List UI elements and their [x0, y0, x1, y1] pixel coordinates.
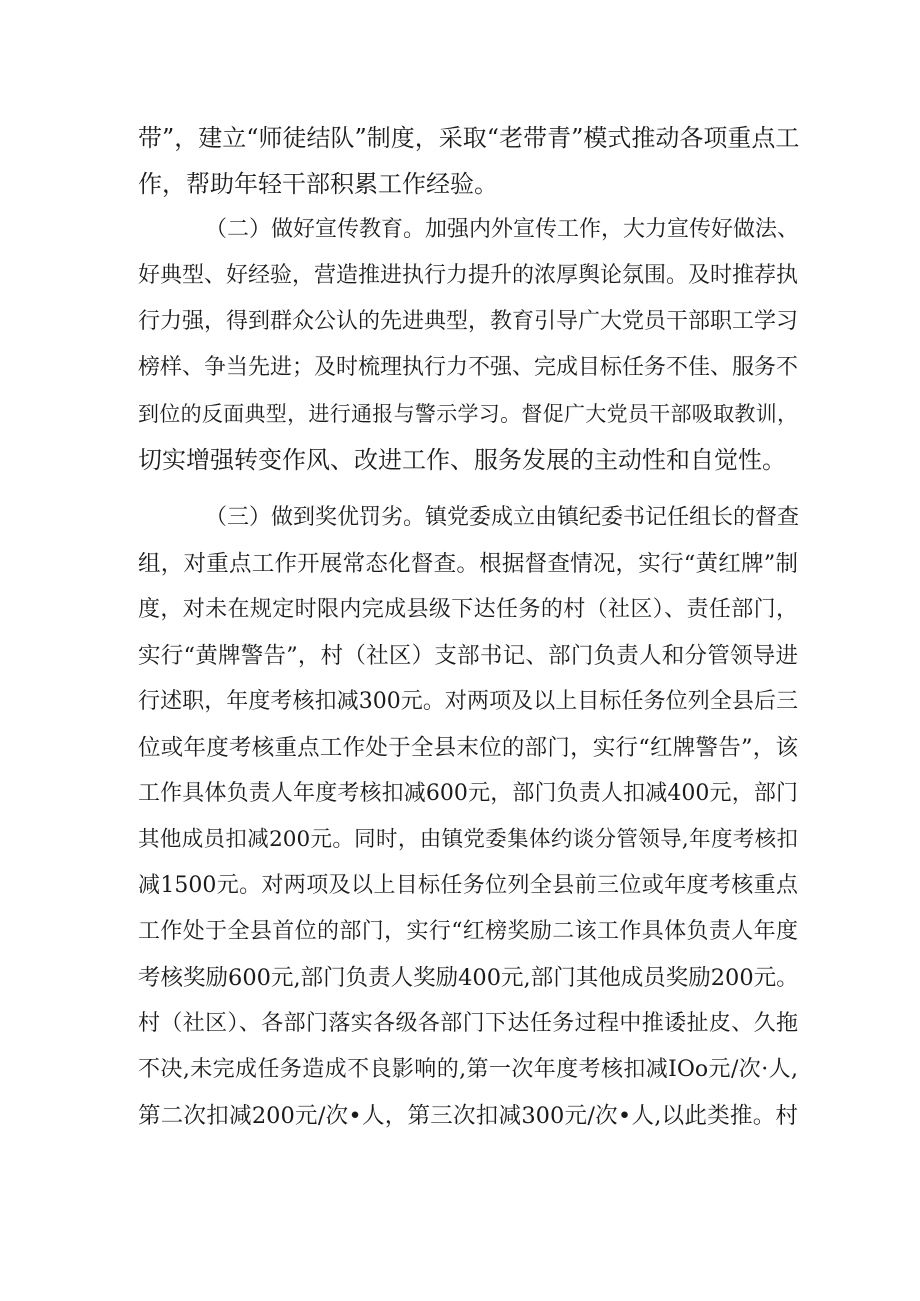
text-line-17: 减1500元。对两项及以上目标任务位列全县前三位或年度考核重点: [138, 873, 798, 898]
text-line-10: 组，对重点工作开展常态化督查。根据督查情况，实行“黄红牌”制: [138, 551, 798, 577]
text-line-8: 切实增强转变作风、改进工作、服务发展的主动性和自觉性。: [138, 446, 786, 474]
text-line-14: 位或年度考核重点工作处于全县末位的部门，实行“红牌警告”，该: [138, 735, 798, 761]
section-3-heading-line: （三）做到奖优罚劣。镇党委成立由镇纪委书记任组长的督查: [205, 505, 800, 530]
text-line-13: 行述职，年度考核扣减300元。对两项及以上目标任务位列全县后三: [138, 689, 798, 714]
text-line-12: 实行“黄牌警告”，村（社区）支部书记、部门负责人和分管领导进: [138, 643, 798, 669]
text-line-2: 作，帮助年轻干部积累工作经验。: [138, 170, 498, 198]
text-line-19: 考核奖励600元,部门负责人奖励400元,部门其他成员奖励200元。: [138, 965, 799, 991]
text-line-21: 不决,未完成任务造成不良影响的,第一次年度考核扣减IOo元/次·人,: [138, 1057, 798, 1082]
text-line-5: 行力强，得到群众公认的先进典型，教育引导广大党员干部职工学习: [138, 309, 799, 334]
text-line-16: 其他成员扣减200元。同时，由镇党委集体约谈分管领导,年度考核扣: [138, 827, 798, 852]
text-line-11: 度，对未在规定时限内完成县级下达任务的村（社区）、责任部门，: [138, 597, 798, 622]
section-2-heading-line: （二）做好宣传教育。加强内外宣传工作，大力宣传好做法、: [205, 217, 800, 242]
text-line-22: 第二次扣减200元/次•人，第三次扣减300元/次•人,以此类推。村: [138, 1103, 798, 1129]
text-line-7: 到位的反面典型，进行通报与警示学习。督促广大党员干部吸取教训，: [138, 402, 798, 426]
text-line-4: 好典型、好经验，营造推进执行力提升的浓厚舆论氛围。及时推荐执: [138, 263, 799, 288]
text-line-20: 村（社区）、各部门落实各级各部门下达任务过程中推诿扯皮、久拖: [138, 1011, 798, 1036]
text-line-6: 榜样、争当先进；及时梳理执行力不强、完成目标任务不佳、服务不: [138, 355, 799, 380]
text-line-1: 带”，建立“师徒结队”制度，采取“老带青”模式推动各项重点工: [138, 124, 800, 152]
text-line-18: 工作处于全县首位的部门，实行“红榜奖励二该工作具体负责人年度: [138, 919, 798, 944]
text-line-15: 工作具体负责人年度考核扣减600元，部门负责人扣减400元，部门: [138, 781, 798, 806]
